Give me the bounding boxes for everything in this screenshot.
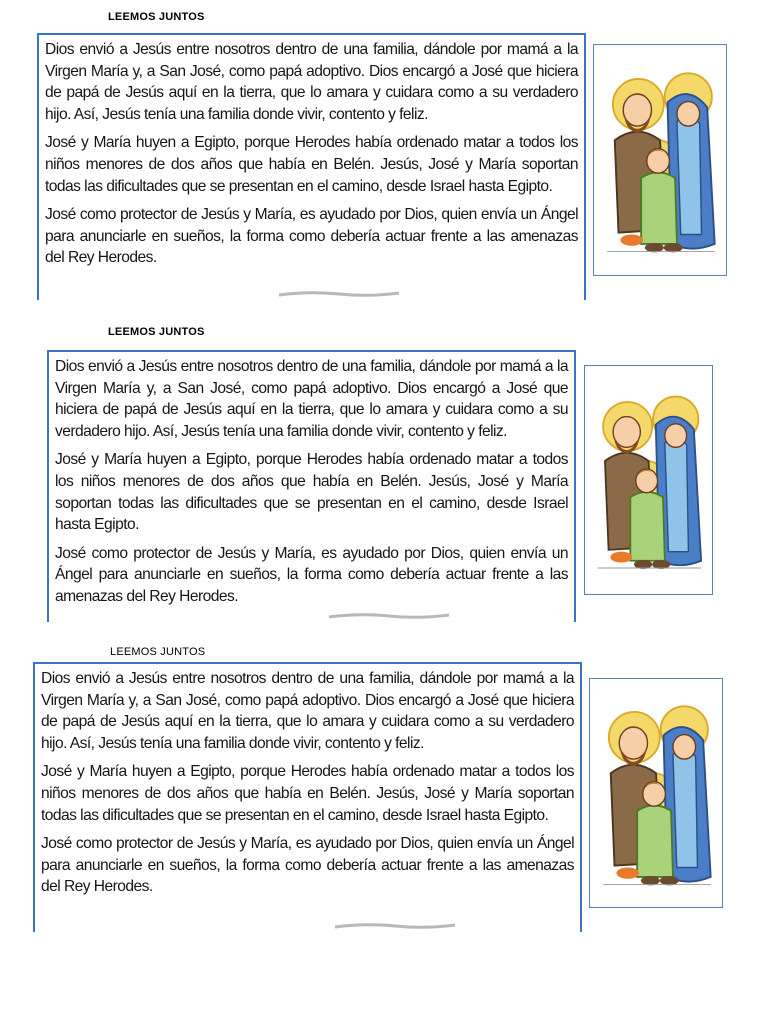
section-1-illustration bbox=[593, 44, 727, 276]
section-3-paragraph-1: Dios envió a Jesús entre nosotros dentro de una familia, dándole por mamá a la Virgen María y, a San José, como papá adoptivo. Dios encargó a José que hiciera de papá de Jesús aquí en la tierra, que lo amara y cuidara como a su verdadero hijo. Así, Jesús tenía una familia donde vivir, contento y feliz. bbox=[41, 670, 574, 752]
section-2-paragraph-3: José como protector de Jesús y María, es ayudado por Dios, quien envía un Ángel para anunciarle en sueños, la forma como debería actuar frente a las amenazas del Rey Herodes. bbox=[55, 544, 568, 605]
section-2-paragraph-2: José y María huyen a Egipto, porque Herodes había ordenado matar a todos los niños menores de dos años que había en Belén. Jesús, José y María soportan todas las dificultades que se presentan en el camino, desde Israel hasta Egipto. bbox=[55, 451, 568, 534]
holy-family-icon bbox=[585, 366, 712, 594]
section-3-paragraph-3: José como protector de Jesús y María, es ayudado por Dios, quien envía un Ángel para anunciarle en sueños, la forma como debería actuar frente a las amenazas del Rey Herodes. bbox=[41, 835, 574, 896]
section-3-heading: LEEMOS JUNTOS bbox=[110, 646, 206, 658]
holy-family-icon bbox=[590, 679, 722, 907]
section-3-text-box bbox=[33, 662, 582, 932]
section-2-heading: LEEMOS JUNTOS bbox=[108, 326, 205, 338]
section-1-paragraph-3: José como protector de Jesús y María, es ayudado por Dios, quien envía un Ángel para anunciarle en sueños, la forma como debería actuar frente a las amenazas del Rey Herodes. bbox=[45, 206, 578, 267]
scan-smudge bbox=[279, 288, 399, 298]
section-1-text-box bbox=[37, 33, 586, 300]
section-3-paragraph-2: José y María huyen a Egipto, porque Herodes había ordenado matar a todos los niños menores de dos años que había en Belén. Jesús, José y María soportan todas las dificultades que se presentan en el camino, desde Israel hasta Egipto. bbox=[41, 763, 574, 824]
section-1-heading: LEEMOS JUNTOS bbox=[108, 11, 205, 23]
section-2-paragraph-1: Dios envió a Jesús entre nosotros dentro de una familia, dándole por mamá a la Virgen María y, a San José, como papá adoptivo. Dios encargó a José que hiciera de papá de Jesús aquí en la tierra, que lo amara y cuidara como a su verdadero hijo. Así, Jesús tenía una familia donde vivir, contento y feliz. bbox=[55, 358, 568, 440]
section-1-paragraph-2: José y María huyen a Egipto, porque Herodes había ordenado matar a todos los niños menores de dos años que había en Belén. Jesús, José y María soportan todas las dificultades que se presentan en el camino, desde Israel hasta Egipto. bbox=[45, 134, 578, 195]
scan-smudge bbox=[335, 920, 455, 930]
section-1-paragraph-1: Dios envió a Jesús entre nosotros dentro de una familia, dándole por mamá a la Virgen María y, a San José, como papá adoptivo. Dios encargó a José que hiciera de papá de Jesús aquí en la tierra, que lo amara y cuidara como a su verdadero hijo. Así, Jesús tenía una familia donde vivir, contento y feliz. bbox=[45, 41, 578, 123]
scan-smudge bbox=[329, 610, 449, 620]
section-3-illustration bbox=[589, 678, 723, 908]
section-2-text-box bbox=[47, 350, 576, 622]
section-2-illustration bbox=[584, 365, 713, 595]
holy-family-icon bbox=[594, 45, 726, 275]
